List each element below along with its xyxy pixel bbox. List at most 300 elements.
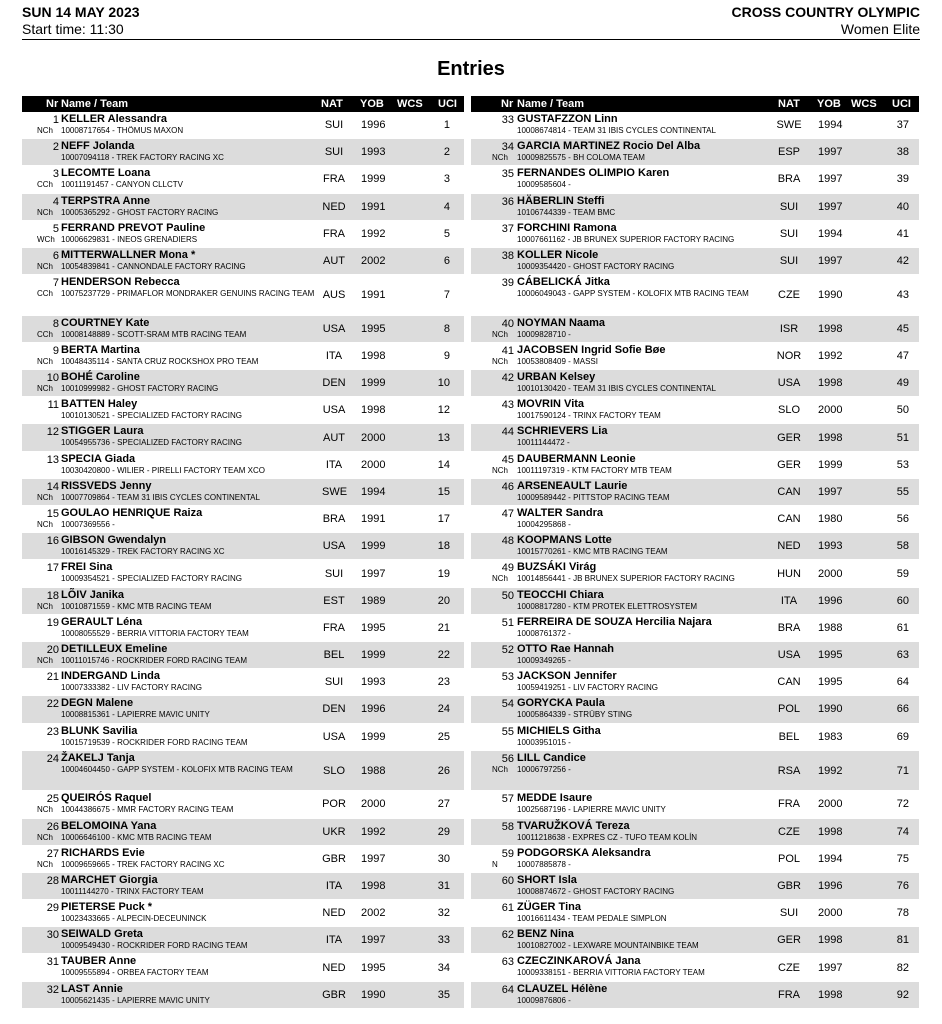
rider-number: 37 [501, 222, 514, 235]
rider-team [517, 289, 782, 298]
rider-yob: 2000 [361, 798, 386, 811]
rider-uci-id: 10006049043 [517, 289, 566, 299]
table-row [471, 479, 919, 506]
page-title: Entries [437, 58, 505, 80]
rider-uci-rank: 27 [437, 798, 450, 811]
separator: - [109, 995, 118, 1005]
rider-nat: USA [322, 730, 346, 743]
table-row [471, 927, 919, 954]
rider-nat: HUN [777, 567, 801, 580]
team-name: TREK FACTORY RACING XC [116, 859, 225, 869]
rider-number: 23 [46, 725, 59, 738]
rider-yob: 1997 [818, 146, 843, 159]
rider-title: NCh [37, 520, 54, 530]
team-name: MASSI [573, 356, 598, 366]
rider-uci-rank: 64 [896, 676, 909, 689]
rider-uci-rank: 3 [443, 173, 450, 186]
rider-uci-rank: 81 [896, 934, 909, 947]
rider-nat: FRA [323, 173, 345, 186]
rider-number: 31 [46, 956, 59, 969]
rider-name: GARCIA MARTINEZ Rocio Del Alba [517, 140, 701, 153]
rider-number: 2 [52, 141, 59, 154]
rider-title: NCh [492, 465, 509, 475]
rider-team [517, 235, 782, 244]
rider-uci-id: 10008817280 [517, 601, 566, 611]
rider-number: 24 [46, 752, 59, 765]
rider-uci-rank: 35 [437, 988, 450, 1001]
rider-uci-rank: 71 [896, 764, 909, 777]
rider-yob: 1995 [818, 649, 843, 662]
table-row [22, 982, 464, 1009]
rider-yob: 1999 [818, 458, 843, 471]
rider-name: WALTER Sandra [517, 507, 603, 520]
rider-name: LILL Candice [517, 751, 586, 764]
rider-number: 63 [501, 956, 514, 969]
rider-number: 47 [501, 508, 514, 521]
rider-team [517, 574, 782, 583]
table-row [22, 954, 464, 981]
rider-team [517, 126, 782, 135]
rider-uci-rank: 76 [896, 879, 909, 892]
rider-nat: CZE [778, 825, 800, 838]
col-header-uci: UCI [892, 98, 911, 110]
rider-uci-rank: 39 [896, 173, 909, 186]
rider-yob: 1999 [361, 173, 386, 186]
rider-uci-rank: 40 [896, 200, 909, 213]
rider-name: KOOPMANS Lotte [517, 534, 612, 547]
rider-team [517, 520, 782, 529]
rider-yob: 2000 [361, 458, 386, 471]
rider-name: BERTA Martina [61, 343, 140, 356]
rider-number: 20 [46, 643, 59, 656]
rider-number: 36 [501, 195, 514, 208]
separator: - [565, 289, 574, 299]
rider-nat: UKR [322, 825, 346, 838]
rider-uci-id: 10059419251 [517, 683, 566, 693]
rider-number: 57 [501, 793, 514, 806]
rider-number: 19 [46, 616, 59, 629]
rider-name: KOLLER Nicole [517, 248, 599, 261]
rider-nat: ITA [325, 458, 343, 471]
team-name: CANNONDALE FACTORY RACING [117, 261, 246, 271]
table-row [471, 506, 919, 533]
rider-name: NOYMAN Naama [517, 316, 606, 329]
table-row [22, 696, 464, 723]
rider-nat: NED [322, 961, 346, 974]
rider-team [61, 887, 321, 896]
rider-uci-id: 10005621435 [61, 995, 110, 1005]
rider-uci-id: 10009555894 [61, 968, 110, 978]
rider-team [61, 466, 321, 475]
rider-uci-id: 10011015746 [61, 655, 110, 665]
rider-uci-rank: 53 [896, 458, 909, 471]
rider-number: 28 [46, 874, 59, 887]
team-name: STRÜBY STING [573, 710, 633, 720]
rider-name: RISSVEDS Jenny [61, 479, 152, 492]
race-date: SUN 14 MAY 2023 [22, 4, 140, 20]
separator: - [108, 180, 116, 190]
rider-uci-rank: 9 [443, 350, 450, 362]
team-name: LAPIERRE MAVIC UNITY [573, 805, 666, 815]
rider-number: 38 [501, 249, 514, 262]
rider-uci-id: 10008717654 [61, 126, 110, 135]
rider-nat: NED [322, 200, 346, 213]
col-header-wcs: WCS [397, 98, 423, 110]
table-row [22, 343, 464, 370]
rider-number: 52 [501, 643, 514, 656]
rider-uci-rank: 22 [437, 649, 450, 662]
rider-yob: 1997 [818, 485, 843, 498]
separator: - [109, 289, 118, 299]
rider-uci-rank: 13 [437, 431, 450, 444]
table-row [22, 560, 464, 587]
rider-uci-id: 10048435114 [61, 356, 110, 366]
start-time: Start time: 11:30 [22, 21, 124, 37]
separator: - [109, 438, 118, 448]
rider-team [61, 493, 321, 502]
rider-name: DEGN Malene [61, 697, 134, 710]
rider-uci-rank: 42 [896, 255, 909, 268]
rider-name: MICHIELS Githa [517, 724, 601, 737]
rider-team [517, 656, 782, 665]
rider-uci-rank: 14 [437, 458, 450, 471]
rider-uci-id: 10075237729 [61, 289, 110, 299]
rider-number: 50 [501, 589, 514, 602]
separator: - [565, 995, 571, 1005]
rider-team [517, 765, 782, 774]
team-name: CANYON CLLCTV [115, 180, 183, 190]
team-name: ORBEA FACTORY TEAM [117, 968, 209, 978]
rider-title: NCh [492, 356, 509, 366]
rider-title: NCh [37, 261, 54, 271]
rider-team [61, 765, 321, 774]
table-row [471, 954, 919, 981]
rider-uci-rank: 72 [896, 798, 909, 811]
rider-number: 60 [501, 874, 514, 887]
rider-number: 15 [46, 508, 59, 521]
rider-yob: 1994 [818, 119, 843, 132]
rider-title: CCh [37, 289, 54, 299]
rider-nat: SUI [779, 200, 799, 213]
table-row [22, 424, 464, 451]
rider-yob: 1998 [818, 322, 843, 335]
team-name: KMC MTB RACING TEAM [117, 601, 212, 611]
team-name: ALPECIN-DECEUNINCK [116, 914, 207, 924]
rider-number: 64 [501, 983, 514, 996]
rider-name: KELLER Alessandra [61, 113, 167, 125]
table-row [471, 316, 919, 343]
rider-uci-rank: 7 [443, 288, 450, 301]
rider-uci-id: 10009354521 [61, 574, 110, 584]
separator: - [109, 411, 118, 421]
rider-title: NCh [37, 384, 54, 394]
rider-uci-id: 10008148889 [61, 329, 110, 339]
rider-name: INDERGAND Linda [61, 670, 160, 683]
rider-title: NCh [492, 329, 509, 339]
rider-nat: ITA [325, 350, 343, 362]
rider-number: 26 [46, 820, 59, 833]
table-row [471, 696, 919, 723]
separator: - [564, 465, 572, 475]
rider-uci-id: 10011144270 [61, 886, 109, 896]
rider-team [517, 262, 782, 271]
team-name: MMR FACTORY RACING TEAM [117, 805, 234, 815]
separator: - [109, 465, 118, 475]
rider-number: 41 [501, 344, 514, 357]
rider-nat: ITA [780, 594, 798, 607]
rider-nat: USA [777, 377, 801, 390]
col-header-name: Name / Team [61, 98, 129, 110]
team-name: WILIER - PIRELLI FACTORY TEAM XCO [117, 465, 265, 475]
rider-title: NCh [37, 356, 54, 366]
rider-nat: GER [777, 934, 801, 947]
rider-number: 27 [46, 847, 59, 860]
separator: - [109, 628, 118, 638]
rider-number: 33 [501, 114, 514, 126]
rider-uci-rank: 10 [437, 377, 450, 390]
rider-yob: 1994 [361, 485, 386, 498]
rider-team [517, 805, 782, 814]
rider-name: HÄBERLIN Steffi [517, 194, 605, 207]
rider-team [517, 833, 782, 842]
rider-nat: USA [777, 649, 801, 662]
rider-uci-rank: 74 [896, 825, 909, 838]
rider-number: 6 [52, 249, 59, 262]
rider-team [61, 153, 321, 162]
rider-nat: EST [323, 594, 345, 607]
rider-number: 22 [46, 698, 59, 711]
rider-number: 7 [52, 277, 59, 290]
rider-team [517, 466, 782, 475]
rider-uci-id: 10010130420 [517, 384, 566, 394]
rider-yob: 1993 [818, 540, 843, 553]
separator: - [109, 261, 118, 271]
rider-team [61, 547, 321, 556]
table-row [22, 479, 464, 506]
rider-uci-id: 10106744339 [517, 207, 566, 217]
rider-team [517, 941, 782, 950]
team-name: LAPIERRE MAVIC UNITY [117, 995, 210, 1005]
rider-name: STIGGER Laura [61, 425, 144, 438]
rider-name: LECOMTE Loana [61, 167, 151, 180]
rider-yob: 1995 [818, 676, 843, 689]
table-row [22, 452, 464, 479]
separator: - [565, 805, 574, 815]
table-row [471, 900, 919, 927]
table-row [471, 166, 919, 193]
rider-uci-id: 10010999982 [61, 384, 110, 394]
team-name: SPECIALIZED FACTORY RACING [117, 411, 242, 421]
table-row [22, 533, 464, 560]
rider-uci-id: 10006646100 [61, 832, 110, 842]
rider-uci-id: 10009354420 [517, 261, 566, 271]
rider-nat: USA [322, 540, 346, 553]
separator: - [109, 207, 118, 217]
rider-uci-id: 10008761372 [517, 628, 566, 638]
rider-team [61, 438, 321, 447]
rider-yob: 2000 [818, 798, 843, 811]
rider-name: MITTERWALLNER Mona * [61, 248, 196, 261]
rider-uci-rank: 59 [896, 567, 909, 580]
separator: - [565, 601, 574, 611]
separator: - [565, 968, 574, 978]
col-header-nr: Nr [501, 98, 514, 110]
separator: - [109, 492, 117, 502]
table-row [471, 615, 919, 642]
rider-uci-id: 10003951015 [517, 737, 566, 747]
rider-yob: 1998 [818, 431, 843, 444]
rider-uci-id: 10017590124 [517, 411, 566, 421]
rider-team [61, 914, 321, 923]
rider-team [61, 683, 321, 692]
rider-number: 11 [47, 399, 59, 412]
rider-yob: 1997 [818, 173, 843, 186]
table-row [471, 560, 919, 587]
rider-name: LÕIV Janika [61, 588, 124, 601]
rider-number: 51 [501, 616, 514, 629]
rider-number: 53 [501, 671, 514, 684]
rider-yob: 1997 [361, 934, 386, 947]
rider-uci-id: 10011144472 [517, 438, 565, 448]
rider-yob: 1994 [818, 852, 843, 865]
rider-team [517, 208, 782, 217]
rider-uci-rank: 25 [437, 730, 450, 743]
rider-nat: SUI [324, 567, 344, 580]
separator: - [109, 356, 117, 366]
rider-number: 9 [52, 344, 59, 357]
rider-nat: FRA [778, 798, 800, 811]
rider-uci-rank: 26 [437, 764, 450, 777]
separator: - [109, 547, 117, 557]
rider-number: 40 [501, 317, 514, 330]
rider-nat: CZE [778, 961, 800, 974]
rider-nat: BEL [323, 649, 345, 662]
col-header-yob: YOB [360, 98, 384, 110]
rider-number: 45 [501, 453, 514, 466]
rider-uci-id: 10011191457 [61, 180, 109, 190]
event-name: CROSS COUNTRY OLYMPIC [731, 4, 920, 20]
rider-uci-id: 10025687196 [517, 805, 566, 815]
team-name: TEAM PEDALE SIMPLON [572, 914, 667, 924]
rider-team [517, 180, 782, 189]
rider-nat: BRA [777, 173, 801, 186]
table-row [471, 275, 919, 316]
rider-uci-rank: 66 [896, 703, 909, 716]
rider-team [517, 996, 782, 1005]
rider-nat: AUT [323, 255, 345, 268]
rider-uci-rank: 61 [896, 621, 909, 634]
separator: - [565, 384, 573, 394]
rider-number: 44 [501, 426, 514, 439]
rider-yob: 1995 [361, 621, 386, 634]
rider-team [517, 710, 782, 719]
rider-uci-rank: 92 [896, 988, 909, 1001]
table-row [22, 166, 464, 193]
rider-uci-rank: 19 [437, 567, 450, 580]
separator: - [109, 153, 117, 163]
separator: - [109, 914, 117, 924]
rider-name: ZÜGER Tina [517, 901, 581, 914]
rider-name: DAUBERMANN Leonie [517, 452, 636, 465]
rider-yob: 1998 [818, 825, 843, 838]
separator: - [565, 914, 573, 924]
rider-team [61, 262, 321, 271]
rider-team [517, 384, 782, 393]
team-name: ROCKRIDER FORD RACING TEAM [117, 737, 248, 747]
team-name: TEAM 31 IBIS CYCLES CONTINENTAL [572, 126, 716, 135]
table-row [471, 533, 919, 560]
rider-yob: 1991 [361, 288, 386, 301]
rider-uci-rank: 33 [437, 934, 450, 947]
rider-yob: 1991 [361, 513, 386, 526]
rider-title: WCh [37, 234, 55, 244]
separator: - [565, 180, 571, 190]
team-name: JB BRUNEX SUPERIOR FACTORY RACING [572, 234, 735, 244]
rider-uci-rank: 12 [437, 404, 450, 417]
rider-number: 42 [501, 372, 514, 385]
rider-nat: CAN [777, 485, 801, 498]
rider-team [61, 602, 321, 611]
team-name: BERRIA VITTORIA FACTORY TEAM [573, 968, 705, 978]
separator: - [565, 710, 574, 720]
rider-yob: 1980 [818, 513, 843, 526]
rider-team [61, 411, 321, 420]
rider-nat: SUI [324, 119, 344, 132]
rider-yob: 1999 [361, 730, 386, 743]
separator: - [565, 683, 574, 693]
separator: - [565, 234, 573, 244]
rider-nat: BEL [778, 730, 800, 743]
rider-uci-rank: 38 [896, 146, 909, 159]
rider-yob: 1998 [818, 934, 843, 947]
rider-team [61, 180, 321, 189]
rider-team [517, 547, 782, 556]
rider-yob: 1990 [818, 288, 843, 301]
rider-nat: SUI [779, 907, 799, 920]
rider-number: 21 [46, 671, 59, 684]
rider-yob: 1983 [818, 730, 843, 743]
rider-team [517, 629, 782, 638]
rider-team [61, 574, 321, 583]
table-header [22, 96, 464, 112]
rider-uci-rank: 82 [896, 961, 909, 974]
rider-name: OTTO Rae Hannah [517, 642, 614, 655]
rider-nat: BRA [322, 513, 346, 526]
separator: - [565, 737, 571, 747]
rider-uci-rank: 45 [896, 322, 909, 335]
rider-yob: 1992 [818, 350, 843, 362]
rider-nat: USA [322, 322, 346, 335]
team-name: SCOTT-SRAM MTB RACING TEAM [117, 329, 247, 339]
table-row [22, 194, 464, 221]
rider-team [61, 996, 321, 1005]
separator: - [109, 683, 118, 693]
team-name: INEOS GRENADIERS [117, 234, 198, 244]
table-row [471, 424, 919, 451]
rider-nat: FRA [778, 988, 800, 1001]
rider-uci-rank: 69 [896, 730, 909, 743]
table-row [471, 791, 919, 818]
rider-uci-rank: 37 [896, 119, 909, 132]
rider-yob: 1998 [361, 350, 386, 362]
rider-yob: 1995 [361, 961, 386, 974]
rider-uci-rank: 18 [437, 540, 450, 553]
team-name: TREK FACTORY RACING XC [116, 153, 224, 163]
rider-nat: ESP [777, 146, 800, 159]
team-name: BERRIA VITTORIA FACTORY TEAM [117, 628, 249, 638]
table-row [22, 642, 464, 669]
table-row [22, 669, 464, 696]
